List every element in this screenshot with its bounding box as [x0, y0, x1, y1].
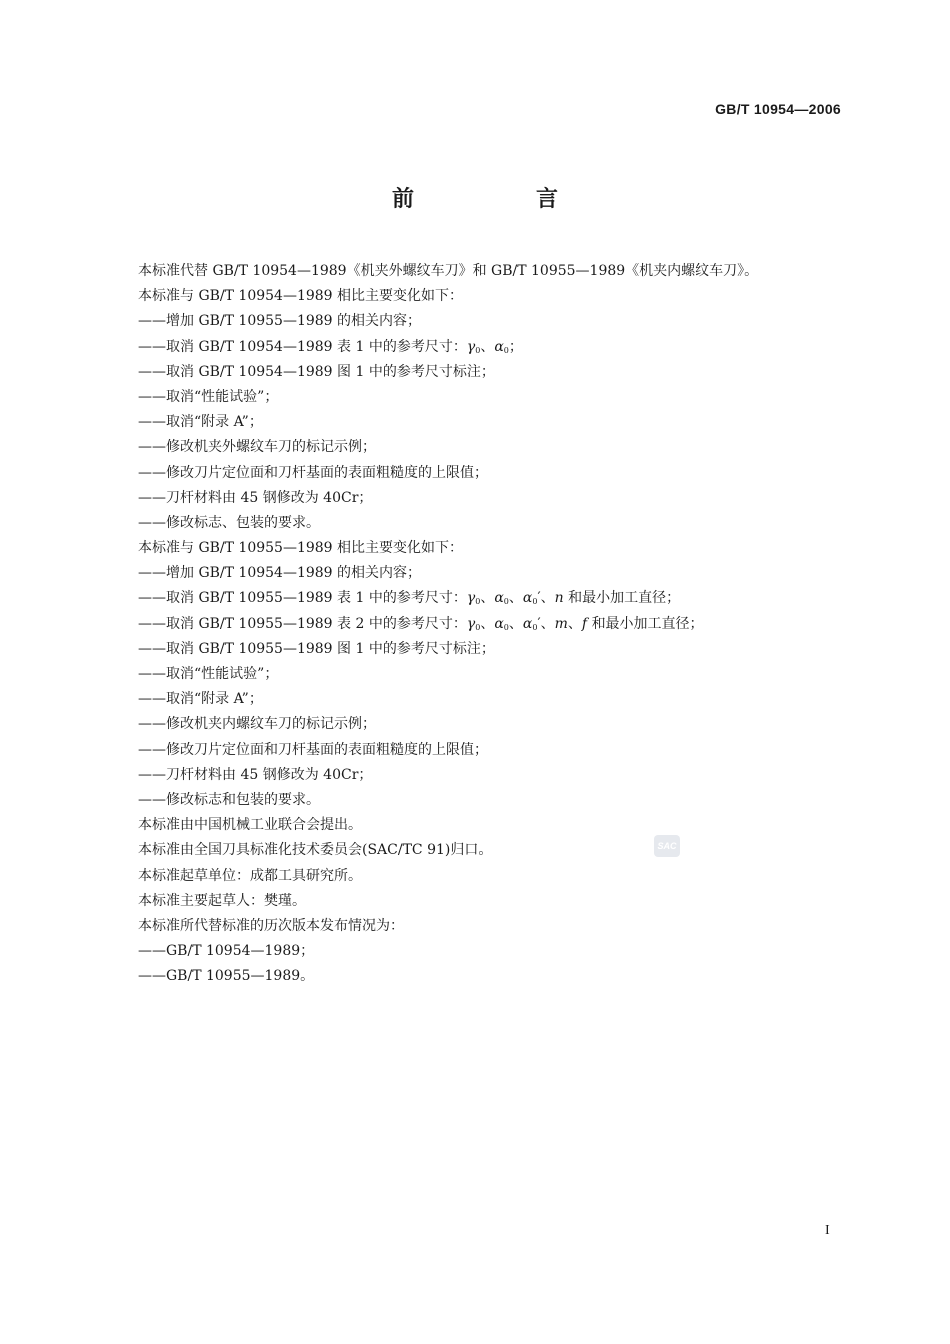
- list-item: ——增加 GB/T 10955—1989 的相关内容；: [138, 313, 422, 330]
- list-item: ——取消“附录 A”；: [138, 414, 263, 431]
- list-item: ——刀杆材料由 45 钢修改为 40Cr；: [138, 489, 373, 506]
- list-item: ——取消 GB/T 10954—1989 图 1 中的参考尺寸标注；: [138, 363, 495, 380]
- list-item: ——取消 GB/T 10955—1989 表 2 中的参考尺寸：$\gamma_0$、$\alpha_0$、$\alpha_0'$、m、f 和最小加工直径；: [138, 615, 704, 632]
- list-item: ——修改标志、包装的要求。: [138, 514, 320, 531]
- text-line: 本标准主要起草人：樊瑾。: [138, 892, 306, 909]
- page-title: 前 言: [391, 187, 608, 212]
- text-line: 本标准与 GB/T 10955—1989 相比主要变化如下：: [138, 540, 464, 557]
- list-item: ——增加 GB/T 10954—1989 的相关内容；: [138, 565, 422, 582]
- list-item: ——取消 GB/T 10955—1989 图 1 中的参考尺寸标注；: [138, 640, 495, 657]
- list-item: ——GB/T 10954—1989；: [138, 943, 315, 960]
- standard-number: GB/T 10954—2006: [715, 101, 841, 117]
- list-item: ——修改刀片定位面和刀杆基面的表面粗糙度的上限值；: [138, 464, 488, 481]
- list-item: ——取消“附录 A”；: [138, 691, 263, 708]
- text-line: 本标准代替 GB/T 10954—1989《机夹外螺纹车刀》和 GB/T 10955—1989《机夹内螺纹车刀》。: [138, 263, 759, 279]
- list-item: ——修改标志和包装的要求。: [138, 791, 320, 808]
- page-number: I: [825, 1223, 830, 1238]
- list-item: ——修改机夹外螺纹车刀的标记示例；: [138, 439, 376, 456]
- list-item: ——取消 GB/T 10955—1989 表 1 中的参考尺寸：$\gamma_0$、$\alpha_0$、$\alpha_0'$、n 和最小加工直径；: [138, 590, 681, 607]
- list-item: ——取消“性能试验”；: [138, 666, 279, 682]
- list-item: ——刀杆材料由 45 钢修改为 40Cr；: [138, 766, 373, 783]
- text-line: 本标准由中国机械工业联合会提出。: [138, 817, 362, 834]
- text-line: 本标准起草单位：成都工具研究所。: [138, 867, 362, 884]
- text-line: 本标准由全国刀具标准化技术委员会(SAC/TC 91)归口。: [138, 842, 493, 859]
- sac-watermark: SAC: [654, 835, 680, 857]
- list-item: ——GB/T 10955—1989。: [138, 968, 315, 985]
- list-item: ——修改机夹内螺纹车刀的标记示例；: [138, 716, 376, 733]
- list-item: ——修改刀片定位面和刀杆基面的表面粗糙度的上限值；: [138, 741, 488, 758]
- list-item: ——取消“性能试验”；: [138, 388, 279, 405]
- text-line: 本标准与 GB/T 10954—1989 相比主要变化如下：: [138, 288, 464, 305]
- text-line: 本标准所代替标准的历次版本发布情况为：: [138, 917, 404, 934]
- foreword-body: [138, 259, 858, 989]
- list-item: ——取消 GB/T 10954—1989 表 1 中的参考尺寸：$\gamma_0$、$\alpha_0$；: [138, 338, 523, 355]
